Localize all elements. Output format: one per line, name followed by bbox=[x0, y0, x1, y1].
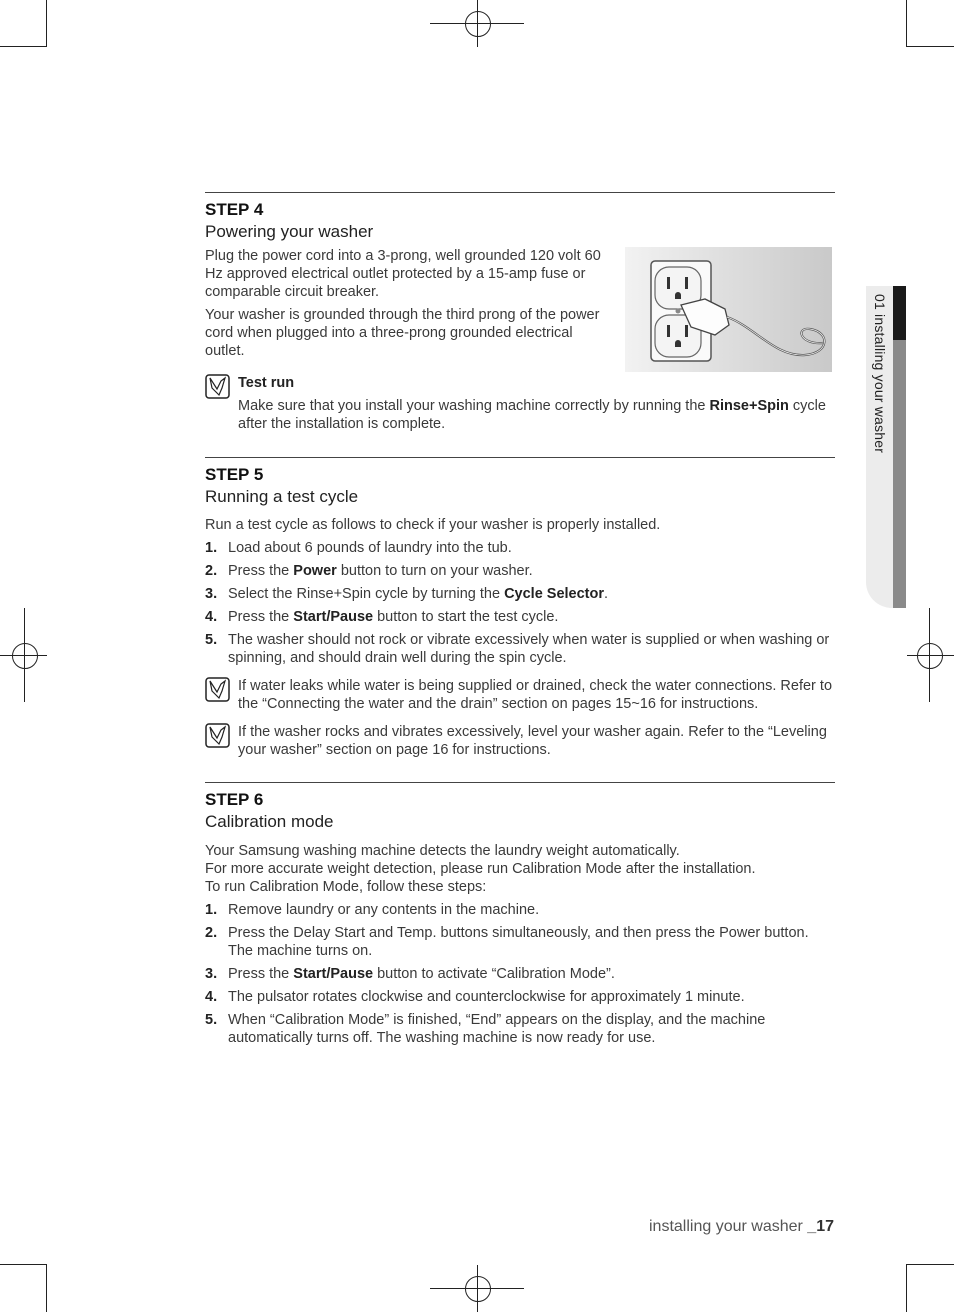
crop-mark bbox=[46, 0, 47, 47]
outlet-illustration bbox=[625, 247, 832, 372]
page-footer bbox=[649, 1218, 834, 1236]
paragraph: Your washer is grounded through the third prong of the power cord when plugged into a three-prong grounded electrical outlet. bbox=[205, 307, 600, 359]
list-item: 5. When “Calibration Mode” is finished, “End” appears on the display, and the machine automatically turns off. The washing machine is now ready for use. bbox=[205, 1012, 766, 1046]
note-text: If the washer rocks and vibrates excessively, level your washer again. Refer to the “Leveling your washer” section on page 16 for instructions. bbox=[238, 724, 827, 758]
list-item: 1. Remove laundry or any contents in the machine. bbox=[205, 902, 540, 918]
note-pencil-icon bbox=[205, 374, 230, 399]
note-pencil-icon bbox=[205, 723, 230, 748]
list-item: 3. Press the Start/Pause button to activate “Calibration Mode”. bbox=[205, 966, 615, 982]
intro-line: To run Calibration Mode, follow these steps: bbox=[205, 879, 487, 895]
note-text: Make sure that you install your washing machine correctly by running the Rinse+Spin cycle after the installation is complete. bbox=[238, 398, 826, 432]
registration-circle bbox=[12, 643, 38, 669]
note-pencil-icon bbox=[205, 677, 230, 702]
step-5-intro: Run a test cycle as follows to check if your washer is properly installed. bbox=[205, 517, 661, 533]
step-5-title: STEP 5 bbox=[205, 465, 264, 484]
registration-circle bbox=[465, 11, 491, 37]
section-divider bbox=[205, 782, 835, 783]
list-item: 4. Press the Start/Pause button to start the test cycle. bbox=[205, 609, 559, 625]
list-item: 4. The pulsator rotates clockwise and counterclockwise for approximately 1 minute. bbox=[205, 989, 745, 1005]
step-5-list bbox=[205, 539, 835, 667]
list-item: 2. Press the Power button to turn on your washer. bbox=[205, 563, 533, 579]
step-6-title: STEP 6 bbox=[205, 790, 264, 809]
crop-mark bbox=[906, 0, 907, 47]
section-divider bbox=[205, 457, 835, 458]
list-item: 3. Select the Rinse+Spin cycle by turning the Cycle Selector. bbox=[205, 586, 609, 602]
footer-label: installing your washer bbox=[649, 1218, 808, 1235]
note-text: If water leaks while water is being supplied or drained, check the water connections. Refer to the “Connecting the water and the drain” section on pages 15~16 for instructions. bbox=[238, 678, 833, 712]
registration-circle bbox=[917, 643, 943, 669]
crop-mark bbox=[906, 1264, 907, 1312]
note-title: Test run bbox=[238, 375, 295, 391]
water-leak-note bbox=[205, 677, 835, 713]
chapter-tab-marker bbox=[893, 286, 906, 340]
step-4-intro bbox=[205, 247, 835, 360]
page-number: _17 bbox=[807, 1218, 834, 1235]
chapter-tab-bar bbox=[893, 340, 906, 608]
list-item: 2. Press the Delay Start and Temp. buttons simultaneously, and then press the Power button. The machine turns on. bbox=[205, 925, 809, 959]
registration-circle bbox=[465, 1276, 491, 1302]
step-6-list bbox=[205, 901, 835, 1047]
intro-line: For more accurate weight detection, please run Calibration Mode after the installation. bbox=[205, 861, 756, 877]
crop-mark bbox=[0, 46, 47, 47]
crop-mark bbox=[46, 1264, 47, 1312]
step-4-subtitle: Powering your washer bbox=[205, 222, 374, 241]
step-5-subtitle: Running a test cycle bbox=[205, 487, 359, 506]
list-item: 1. Load about 6 pounds of laundry into the tub. bbox=[205, 540, 512, 556]
step-4-text bbox=[205, 247, 615, 360]
crop-mark bbox=[907, 46, 954, 47]
page-content bbox=[205, 192, 835, 1047]
step-6-intro bbox=[205, 842, 835, 896]
chapter-tab-label: 01 installing your washer bbox=[872, 294, 888, 454]
step-6-subtitle: Calibration mode bbox=[205, 812, 334, 831]
crop-mark bbox=[0, 1264, 47, 1265]
crop-mark bbox=[907, 1264, 954, 1265]
test-run-note bbox=[205, 374, 835, 433]
paragraph: Plug the power cord into a 3-prong, well grounded 120 volt 60 Hz approved electrical outlet protected by a 15-amp fuse or comparable circuit breaker. bbox=[205, 248, 601, 300]
step-4-title: STEP 4 bbox=[205, 200, 264, 219]
intro-line: Your Samsung washing machine detects the laundry weight automatically. bbox=[205, 843, 680, 859]
list-item: 5. The washer should not rock or vibrate excessively when water is supplied or when washing or spinning, and should drain well during the spin cycle. bbox=[205, 632, 830, 666]
leveling-note bbox=[205, 723, 835, 759]
section-divider bbox=[205, 192, 835, 193]
